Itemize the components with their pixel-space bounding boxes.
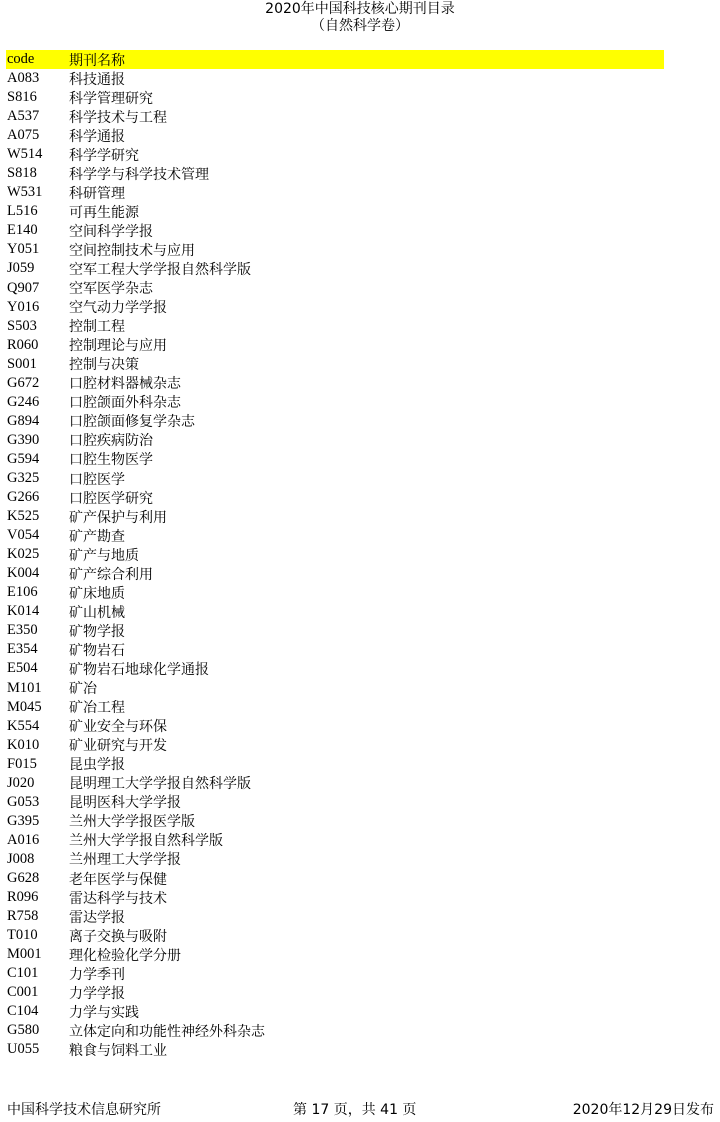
- journal-code: M001: [7, 946, 42, 963]
- journal-code: M101: [7, 679, 42, 696]
- journal-code: A537: [7, 108, 40, 125]
- journal-name: 昆明医科大学学报: [69, 795, 181, 812]
- journal-code: J020: [7, 774, 35, 791]
- journal-code: T010: [7, 927, 38, 944]
- table-row: [6, 755, 664, 774]
- table-row: [6, 793, 664, 812]
- table-row: [6, 545, 664, 564]
- journal-code: M045: [7, 698, 42, 715]
- table-header-row: [6, 50, 664, 69]
- journal-code: K525: [7, 508, 40, 525]
- table-row: [6, 69, 664, 88]
- table-row: [6, 907, 664, 926]
- journal-name: 科学学与科学技术管理: [69, 166, 209, 183]
- table-row: [6, 164, 664, 183]
- journal-name: 口腔疾病防治: [69, 433, 153, 450]
- journal-code: A016: [7, 831, 40, 848]
- journal-code: A075: [7, 127, 40, 144]
- journal-name: 老年医学与保健: [69, 871, 167, 888]
- journal-name: 空间控制技术与应用: [69, 242, 195, 259]
- footer-page-number: 第 17 页，共 41 页: [293, 1102, 417, 1118]
- journal-name: 科学学研究: [69, 147, 139, 164]
- journal-code: E504: [7, 660, 38, 677]
- journal-table: [6, 50, 664, 1059]
- journal-code: C104: [7, 1003, 39, 1020]
- table-row: [6, 640, 664, 659]
- table-row: [6, 317, 664, 336]
- table-row: [6, 279, 664, 298]
- table-row: [6, 679, 664, 698]
- table-row: [6, 1002, 664, 1021]
- table-row: [6, 450, 664, 469]
- page-subtitle: （自然科学卷）: [311, 18, 409, 34]
- journal-code: L516: [7, 203, 38, 220]
- table-row: [6, 583, 664, 602]
- journal-name: 粮食与饲料工业: [69, 1042, 167, 1059]
- journal-code: G672: [7, 374, 40, 391]
- column-header-name: 期刊名称: [69, 52, 125, 69]
- table-row: [6, 336, 664, 355]
- journal-name: 矿产与地质: [69, 547, 139, 564]
- journal-name: 控制与决策: [69, 357, 139, 374]
- journal-name: 理化检验化学分册: [69, 947, 181, 964]
- journal-code: S503: [7, 317, 37, 334]
- table-row: [6, 526, 664, 545]
- journal-name: 科学管理研究: [69, 90, 153, 107]
- journal-code: G395: [7, 812, 40, 829]
- table-row: [6, 736, 664, 755]
- journal-name: 矿业研究与开发: [69, 738, 167, 755]
- journal-code: G053: [7, 793, 40, 810]
- journal-name: 矿冶: [69, 681, 97, 698]
- journal-code: R096: [7, 889, 39, 906]
- journal-name: 雷达学报: [69, 909, 125, 926]
- table-row: [6, 964, 664, 983]
- journal-name: 离子交换与吸附: [69, 928, 167, 945]
- table-row: [6, 831, 664, 850]
- table-row: [6, 107, 664, 126]
- journal-name: 昆明理工大学学报自然科学版: [69, 776, 251, 793]
- journal-code: G580: [7, 1022, 40, 1039]
- journal-code: R758: [7, 908, 39, 925]
- journal-code: E354: [7, 641, 38, 658]
- journal-name: 口腔颌面外科杂志: [69, 395, 181, 412]
- journal-name: 口腔颌面修复学杂志: [69, 414, 195, 431]
- journal-code: G594: [7, 450, 40, 467]
- table-row: [6, 888, 664, 907]
- table-row: [6, 1021, 664, 1040]
- journal-code: A083: [7, 70, 40, 87]
- column-header-code: code: [7, 51, 35, 67]
- table-row: [6, 374, 664, 393]
- journal-code: G266: [7, 489, 40, 506]
- journal-name: 空军工程大学学报自然科学版: [69, 262, 251, 278]
- journal-name: 科学技术与工程: [69, 109, 167, 126]
- journal-name: 控制工程: [69, 319, 125, 336]
- table-row: [6, 717, 664, 736]
- journal-code: S001: [7, 355, 37, 372]
- table-row: [6, 393, 664, 412]
- table-row: [6, 431, 664, 450]
- table-row: [6, 602, 664, 621]
- footer-release-date: 2020年12月29日发布: [572, 1102, 714, 1118]
- journal-name: 立体定向和功能性神经外科杂志: [69, 1023, 265, 1040]
- journal-code: V054: [7, 527, 40, 544]
- table-row: [6, 812, 664, 831]
- journal-code: G628: [7, 869, 40, 886]
- table-row: [6, 983, 664, 1002]
- journal-name: 口腔生物医学: [69, 452, 153, 469]
- journal-code: U055: [7, 1041, 40, 1058]
- table-row: [6, 698, 664, 717]
- table-row: [6, 88, 664, 107]
- table-row: [6, 221, 664, 240]
- journal-code: F015: [7, 755, 37, 772]
- journal-code: K025: [7, 546, 40, 563]
- journal-name: 力学与实践: [69, 1004, 139, 1021]
- journal-name: 控制理论与应用: [69, 338, 167, 355]
- journal-name: 矿业安全与环保: [69, 719, 167, 736]
- journal-name: 矿冶工程: [69, 700, 125, 717]
- journal-code: K010: [7, 736, 40, 753]
- table-row: [6, 183, 664, 202]
- journal-code: J059: [7, 260, 35, 277]
- journal-code: G246: [7, 393, 40, 410]
- journal-name: 口腔医学研究: [69, 490, 153, 507]
- journal-name: 空气动力学学报: [69, 300, 167, 317]
- table-row: [6, 621, 664, 640]
- table-row: [6, 412, 664, 431]
- table-row: [6, 564, 664, 583]
- journal-name: 兰州大学学报自然科学版: [69, 833, 223, 850]
- journal-name: 矿物岩石: [69, 642, 125, 659]
- journal-name: 矿产勘查: [69, 528, 125, 545]
- journal-code: J008: [7, 850, 35, 867]
- journal-code: E106: [7, 584, 38, 601]
- journal-name: 科学通报: [69, 128, 125, 145]
- journal-code: E350: [7, 622, 38, 639]
- table-row: [6, 126, 664, 145]
- journal-name: 矿物学报: [69, 623, 125, 640]
- journal-code: W531: [7, 184, 43, 201]
- journal-name: 科技通报: [69, 71, 125, 88]
- journal-name: 力学学报: [69, 985, 125, 1002]
- journal-code: C101: [7, 965, 39, 982]
- journal-name: 口腔医学: [69, 471, 125, 488]
- journal-name: 科研管理: [69, 185, 125, 202]
- journal-code: E140: [7, 222, 38, 239]
- journal-code: G390: [7, 431, 40, 448]
- table-row: [6, 926, 664, 945]
- journal-name: 兰州大学学报医学版: [69, 814, 195, 831]
- table-row: [6, 145, 664, 164]
- journal-name: 矿产综合利用: [69, 566, 153, 583]
- journal-name: 力学季刊: [69, 966, 125, 983]
- journal-name: 口腔材料器械杂志: [69, 376, 181, 393]
- journal-code: W514: [7, 146, 43, 163]
- journal-name: 矿山机械: [69, 604, 125, 621]
- table-row: [6, 355, 664, 374]
- table-row: [6, 202, 664, 221]
- journal-code: Y016: [7, 298, 40, 315]
- page-title: 2020年中国科技核心期刊目录: [265, 1, 455, 17]
- table-row: [6, 298, 664, 317]
- journal-code: R060: [7, 336, 39, 353]
- table-row: [6, 869, 664, 888]
- journal-code: K014: [7, 603, 40, 620]
- journal-name: 兰州理工大学学报: [69, 852, 181, 869]
- journal-code: S818: [7, 165, 37, 182]
- table-row: [6, 240, 664, 259]
- table-row: [6, 507, 664, 526]
- footer-publisher: 中国科学技术信息研究所: [7, 1102, 161, 1118]
- journal-name: 可再生能源: [69, 204, 139, 221]
- journal-name: 矿物岩石地球化学通报: [69, 661, 209, 678]
- journal-code: C001: [7, 984, 39, 1001]
- table-row: [6, 945, 664, 964]
- table-row: [6, 659, 664, 678]
- journal-code: Q907: [7, 279, 40, 296]
- table-row: [6, 259, 664, 278]
- journal-code: Y051: [7, 241, 40, 258]
- journal-code: G325: [7, 470, 40, 486]
- journal-name: 空间科学学报: [69, 223, 153, 240]
- table-row: [6, 1040, 664, 1059]
- journal-code: S816: [7, 89, 37, 106]
- journal-name: 空军医学杂志: [69, 281, 153, 298]
- journal-name: 矿床地质: [69, 585, 125, 602]
- journal-code: G894: [7, 412, 40, 429]
- journal-name: 矿产保护与利用: [69, 509, 167, 526]
- journal-code: K004: [7, 565, 40, 582]
- table-body: [6, 69, 664, 1059]
- table-row: [6, 469, 664, 488]
- table-row: [6, 488, 664, 507]
- journal-name: 昆虫学报: [69, 757, 125, 774]
- table-row: [6, 774, 664, 793]
- journal-name: 雷达科学与技术: [69, 890, 167, 907]
- journal-code: K554: [7, 717, 40, 734]
- table-row: [6, 850, 664, 869]
